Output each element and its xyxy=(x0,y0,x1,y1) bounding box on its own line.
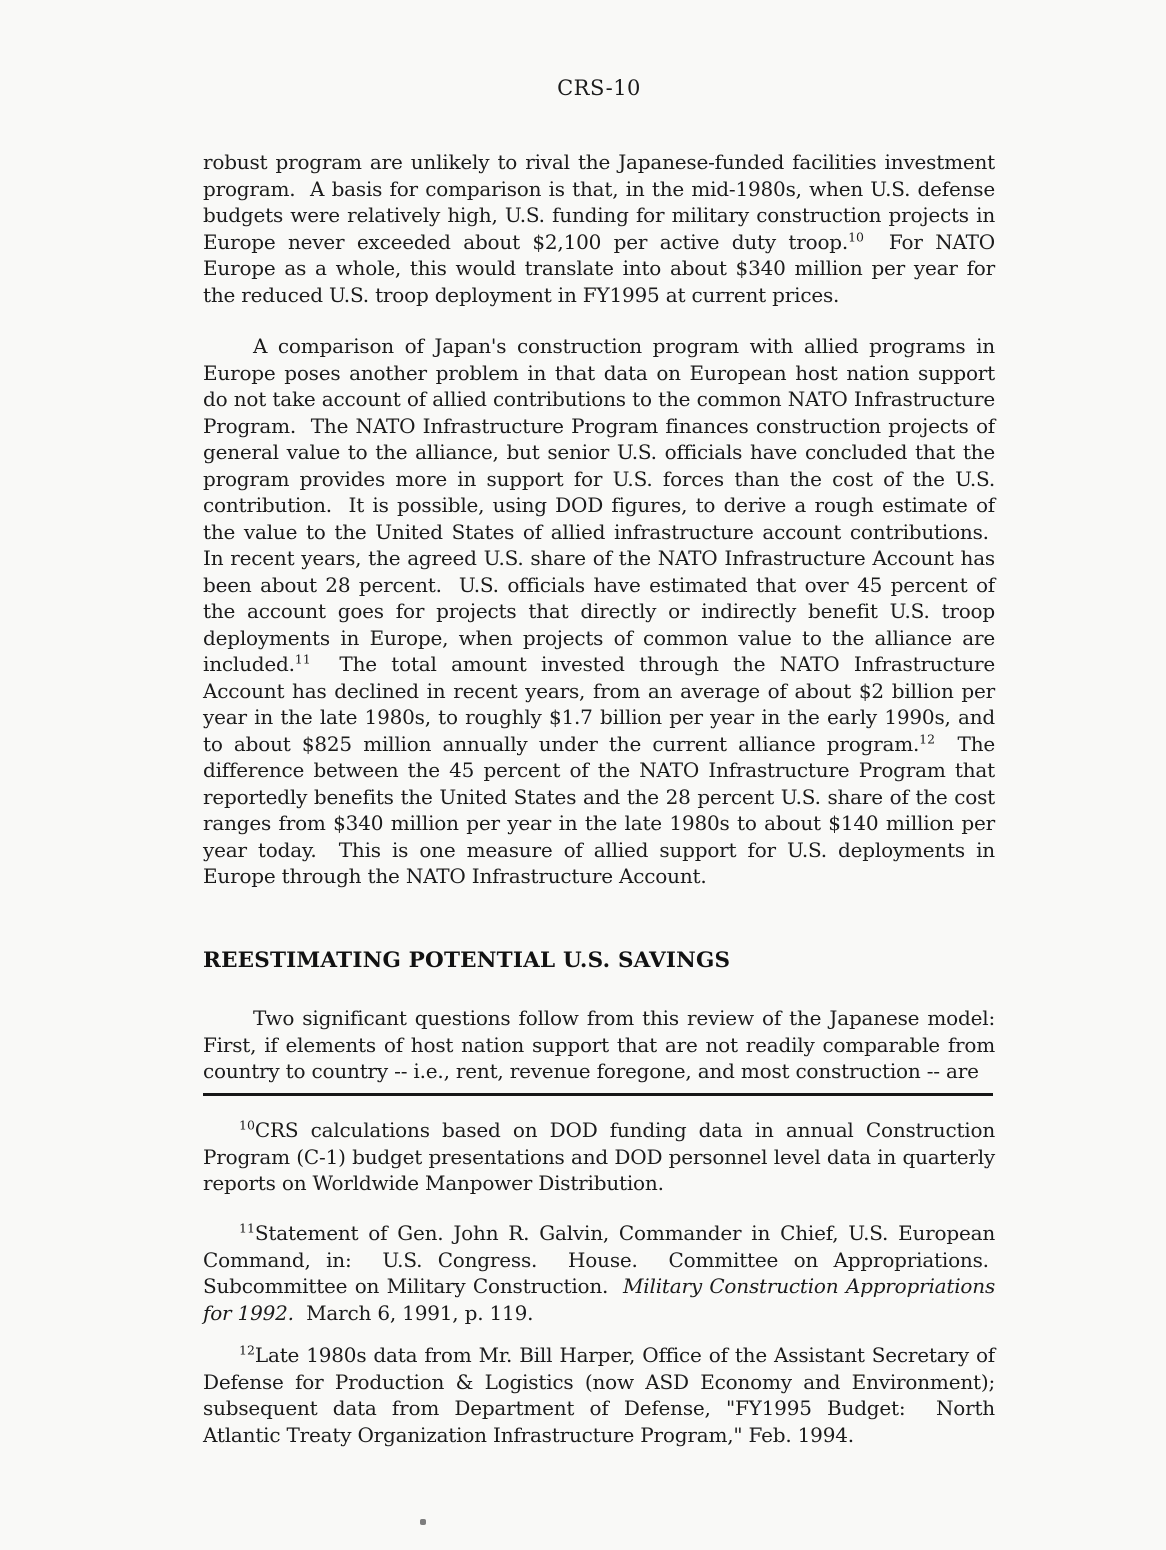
paragraph-continuation: robust program are unlikely to rival the Japanese-funded facilities investment program. A basis for comparison is that, in the mid-1980s, when U.S. defense budgets were relatively high, U.S. funding for military construction projects in Europe never exceeded about $2,100 per active duty troop.$^{10}$ For NATO Europe as a whole, this would translate into about $340 million per year for the reduced U.S. troop deployment in FY1995 at current prices. xyxy=(203,150,995,307)
paragraph-two-questions: Two significant questions follow from this review of the Japanese model: First, if elements of host nation support that are not readily comparable from country to country -- i.e., rent, revenue foregone, and most construction -- are xyxy=(203,1006,995,1083)
section-heading: REESTIMATING POTENTIAL U.S. SAVINGS xyxy=(203,948,731,973)
page-number-header: CRS-10 xyxy=(557,76,641,100)
footnote-10: $^{10}$CRS calculations based on DOD funding data in annual Construction Program (C-1) budget presentations and DOD personnel level data in quarterly reports on Worldwide Manpower Distribution. xyxy=(203,1117,995,1195)
scan-artifact-speck xyxy=(420,1519,426,1525)
footnote-11: $^{11}$Statement of Gen. John R. Galvin, Commander in Chief, U.S. European Command, in: U.S. Congress. House. Committee on Appropriations. Subcommittee on Military Construction. Military Construction Appropriations for 1992. March 6, 1991, p. 119. xyxy=(203,1220,996,1325)
footnote-separator-rule xyxy=(203,1093,993,1096)
paragraph-nato-infrastructure: A comparison of Japan's construction program with allied programs in Europe poses another problem in that data on European host nation support do not take account of allied contributions to the common NATO Infrastructure Program. The NATO Infrastructure Program finances construction projects of general value to the alliance, but senior U.S. officials have concluded that the program provides more in support for U.S. forces than the cost of the U.S. contribution. It is possible, using DOD figures, to derive a rough estimate of the value to the United States of allied infrastructure account contributions. In recent years, the agreed U.S. share of the NATO Infrastructure Account has been about 28 percent. U.S. officials have estimated that over 45 percent of the account goes for projects that directly or indirectly benefit U.S. troop deployments in Europe, when projects of common value to the alliance are included.$^{11}$ The total amount invested through the NATO Infrastructure Account has declined in recent years, from an average of about $2 billion per year in the late 1980s, to roughly $1.7 billion per year in the early 1990s, and to about $825 million annually under the current alliance program.$^{12}$ The difference between the 45 percent of the NATO Infrastructure Program that reportedly benefits the United States and the 28 percent U.S. share of the cost ranges from $340 million per year in the late 1980s to about $140 million per year today. This is one measure of allied support for U.S. deployments in Europe through the NATO Infrastructure Account. xyxy=(203,334,996,888)
footnote-12: $^{12}$Late 1980s data from Mr. Bill Harper, Office of the Assistant Secretary of Defense for Production & Logistics (now ASD Economy and Environment); subsequent data from Department of Defense, "FY1995 Budget: North Atlantic Treaty Organization Infrastructure Program," Feb. 1994. xyxy=(203,1342,995,1447)
